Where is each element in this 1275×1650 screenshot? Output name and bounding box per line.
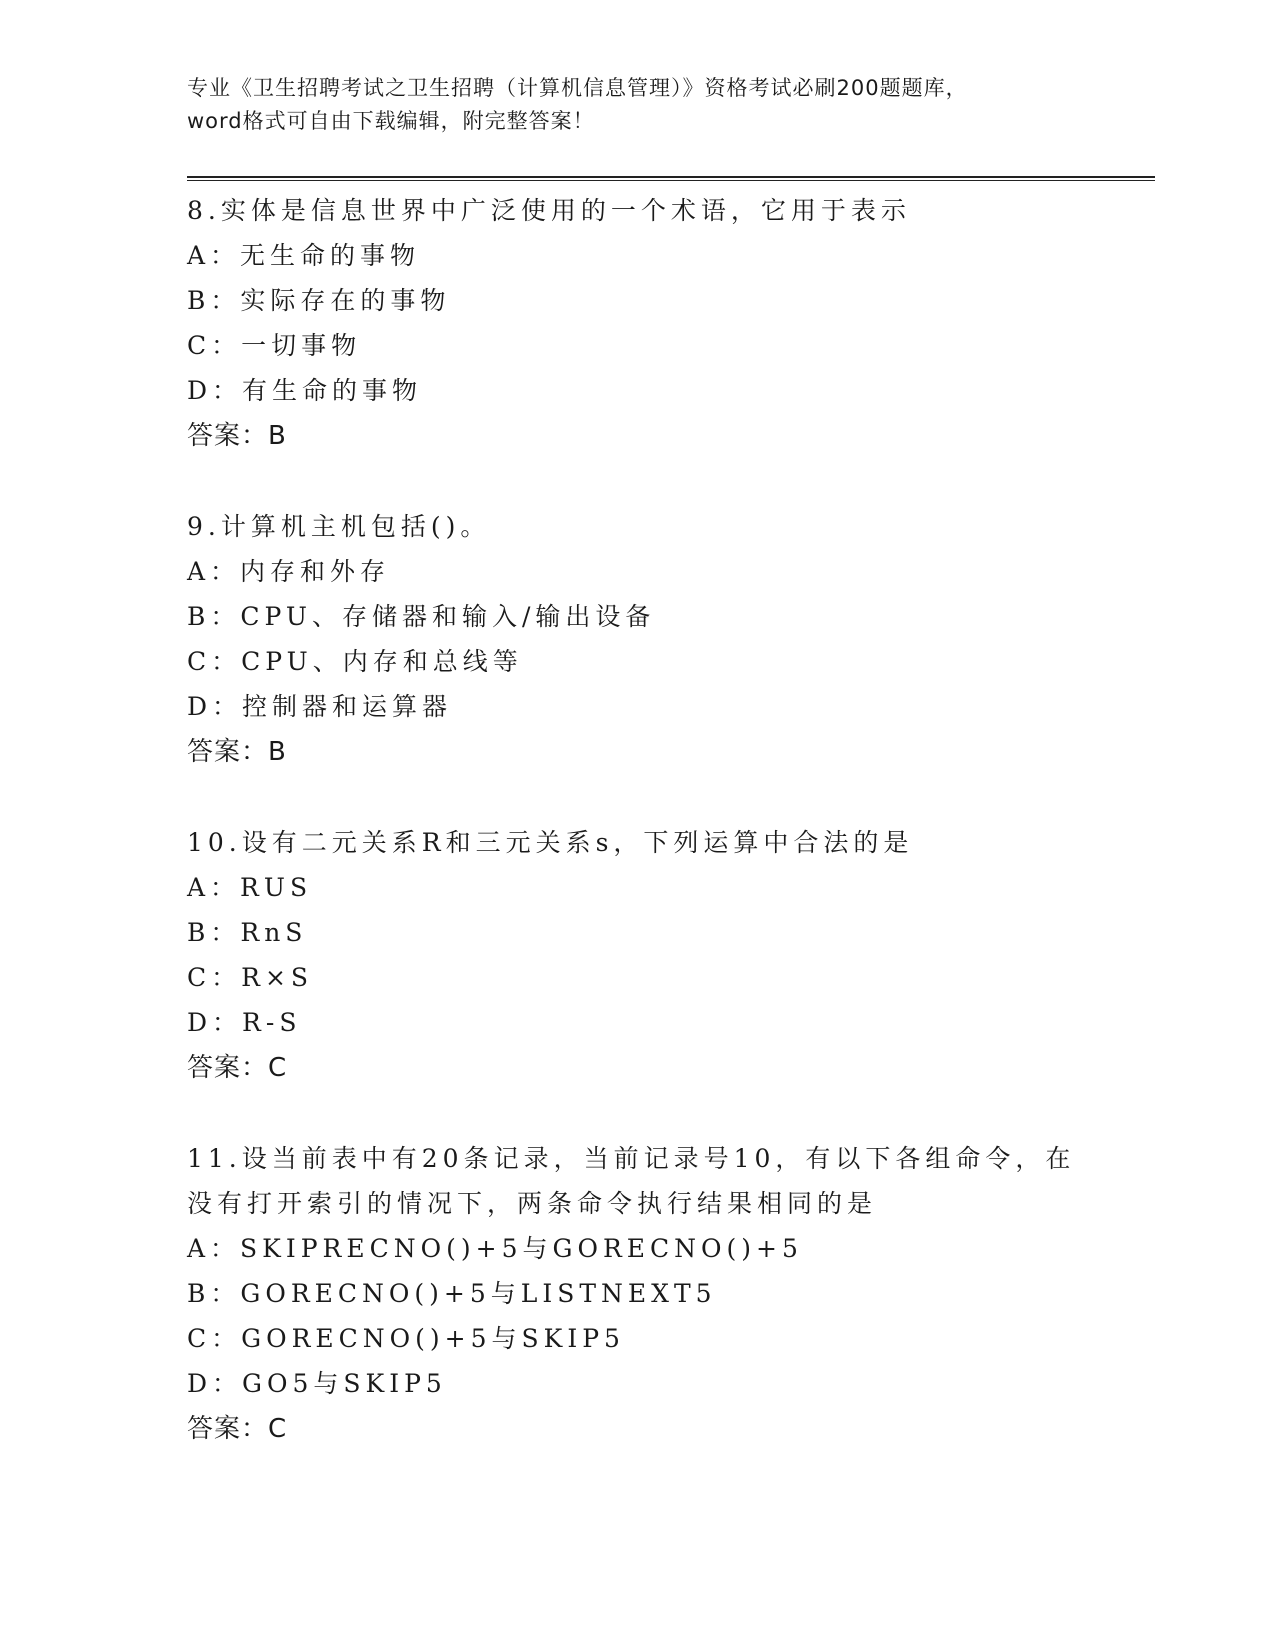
option-d: D：控制器和运算器 <box>187 692 453 721</box>
option-b: B：实际存在的事物 <box>187 286 451 315</box>
option-d: D：有生命的事物 <box>187 376 423 405</box>
option-d: D：GO5与SKIP5 <box>187 1369 447 1398</box>
option-b: B：RnS <box>187 918 308 947</box>
question-stem: 10.设有二元关系R和三元关系s，下列运算中合法的是 <box>187 828 914 857</box>
question-list <box>187 188 1087 1497</box>
question-8 <box>187 188 1087 459</box>
answer: 答案：B <box>187 421 287 451</box>
option-a: A：无生命的事物 <box>187 241 421 270</box>
option-b: B：GORECNO()+5与LISTNEXT5 <box>187 1279 717 1308</box>
document-header <box>187 72 1087 138</box>
question-11 <box>187 1136 1087 1452</box>
question-stem: 11.设当前表中有20条记录，当前记录号10，有以下各组命令，在没有打开索引的情况下，两条命令执行结果相同的是 <box>187 1144 1076 1218</box>
option-b: B：CPU、存储器和输入/输出设备 <box>187 602 656 631</box>
answer: 答案：C <box>187 1414 288 1444</box>
answer: 答案：B <box>187 737 287 767</box>
option-c: C：一切事物 <box>187 331 362 360</box>
header-line-2: word格式可自由下载编辑，附完整答案！ <box>187 109 595 133</box>
option-c: C：R×S <box>187 963 314 992</box>
option-c: C：GORECNO()+5与SKIP5 <box>187 1324 625 1353</box>
question-stem: 9.计算机主机包括()。 <box>187 512 491 541</box>
option-d: D：R-S <box>187 1008 302 1037</box>
option-a: A：RUS <box>187 873 313 902</box>
header-line-1: 专业《卫生招聘考试之卫生招聘（计算机信息管理）》资格考试必刷200题题库， <box>187 76 968 100</box>
question-9 <box>187 504 1087 775</box>
question-10 <box>187 820 1087 1091</box>
option-a: A：SKIPRECNO()+5与GORECNO()+5 <box>187 1234 803 1263</box>
header-divider <box>187 176 1155 181</box>
option-c: C：CPU、内存和总线等 <box>187 647 523 676</box>
answer: 答案：C <box>187 1053 288 1083</box>
option-a: A：内存和外存 <box>187 557 391 586</box>
question-stem: 8.实体是信息世界中广泛使用的一个术语，它用于表示 <box>187 196 911 225</box>
